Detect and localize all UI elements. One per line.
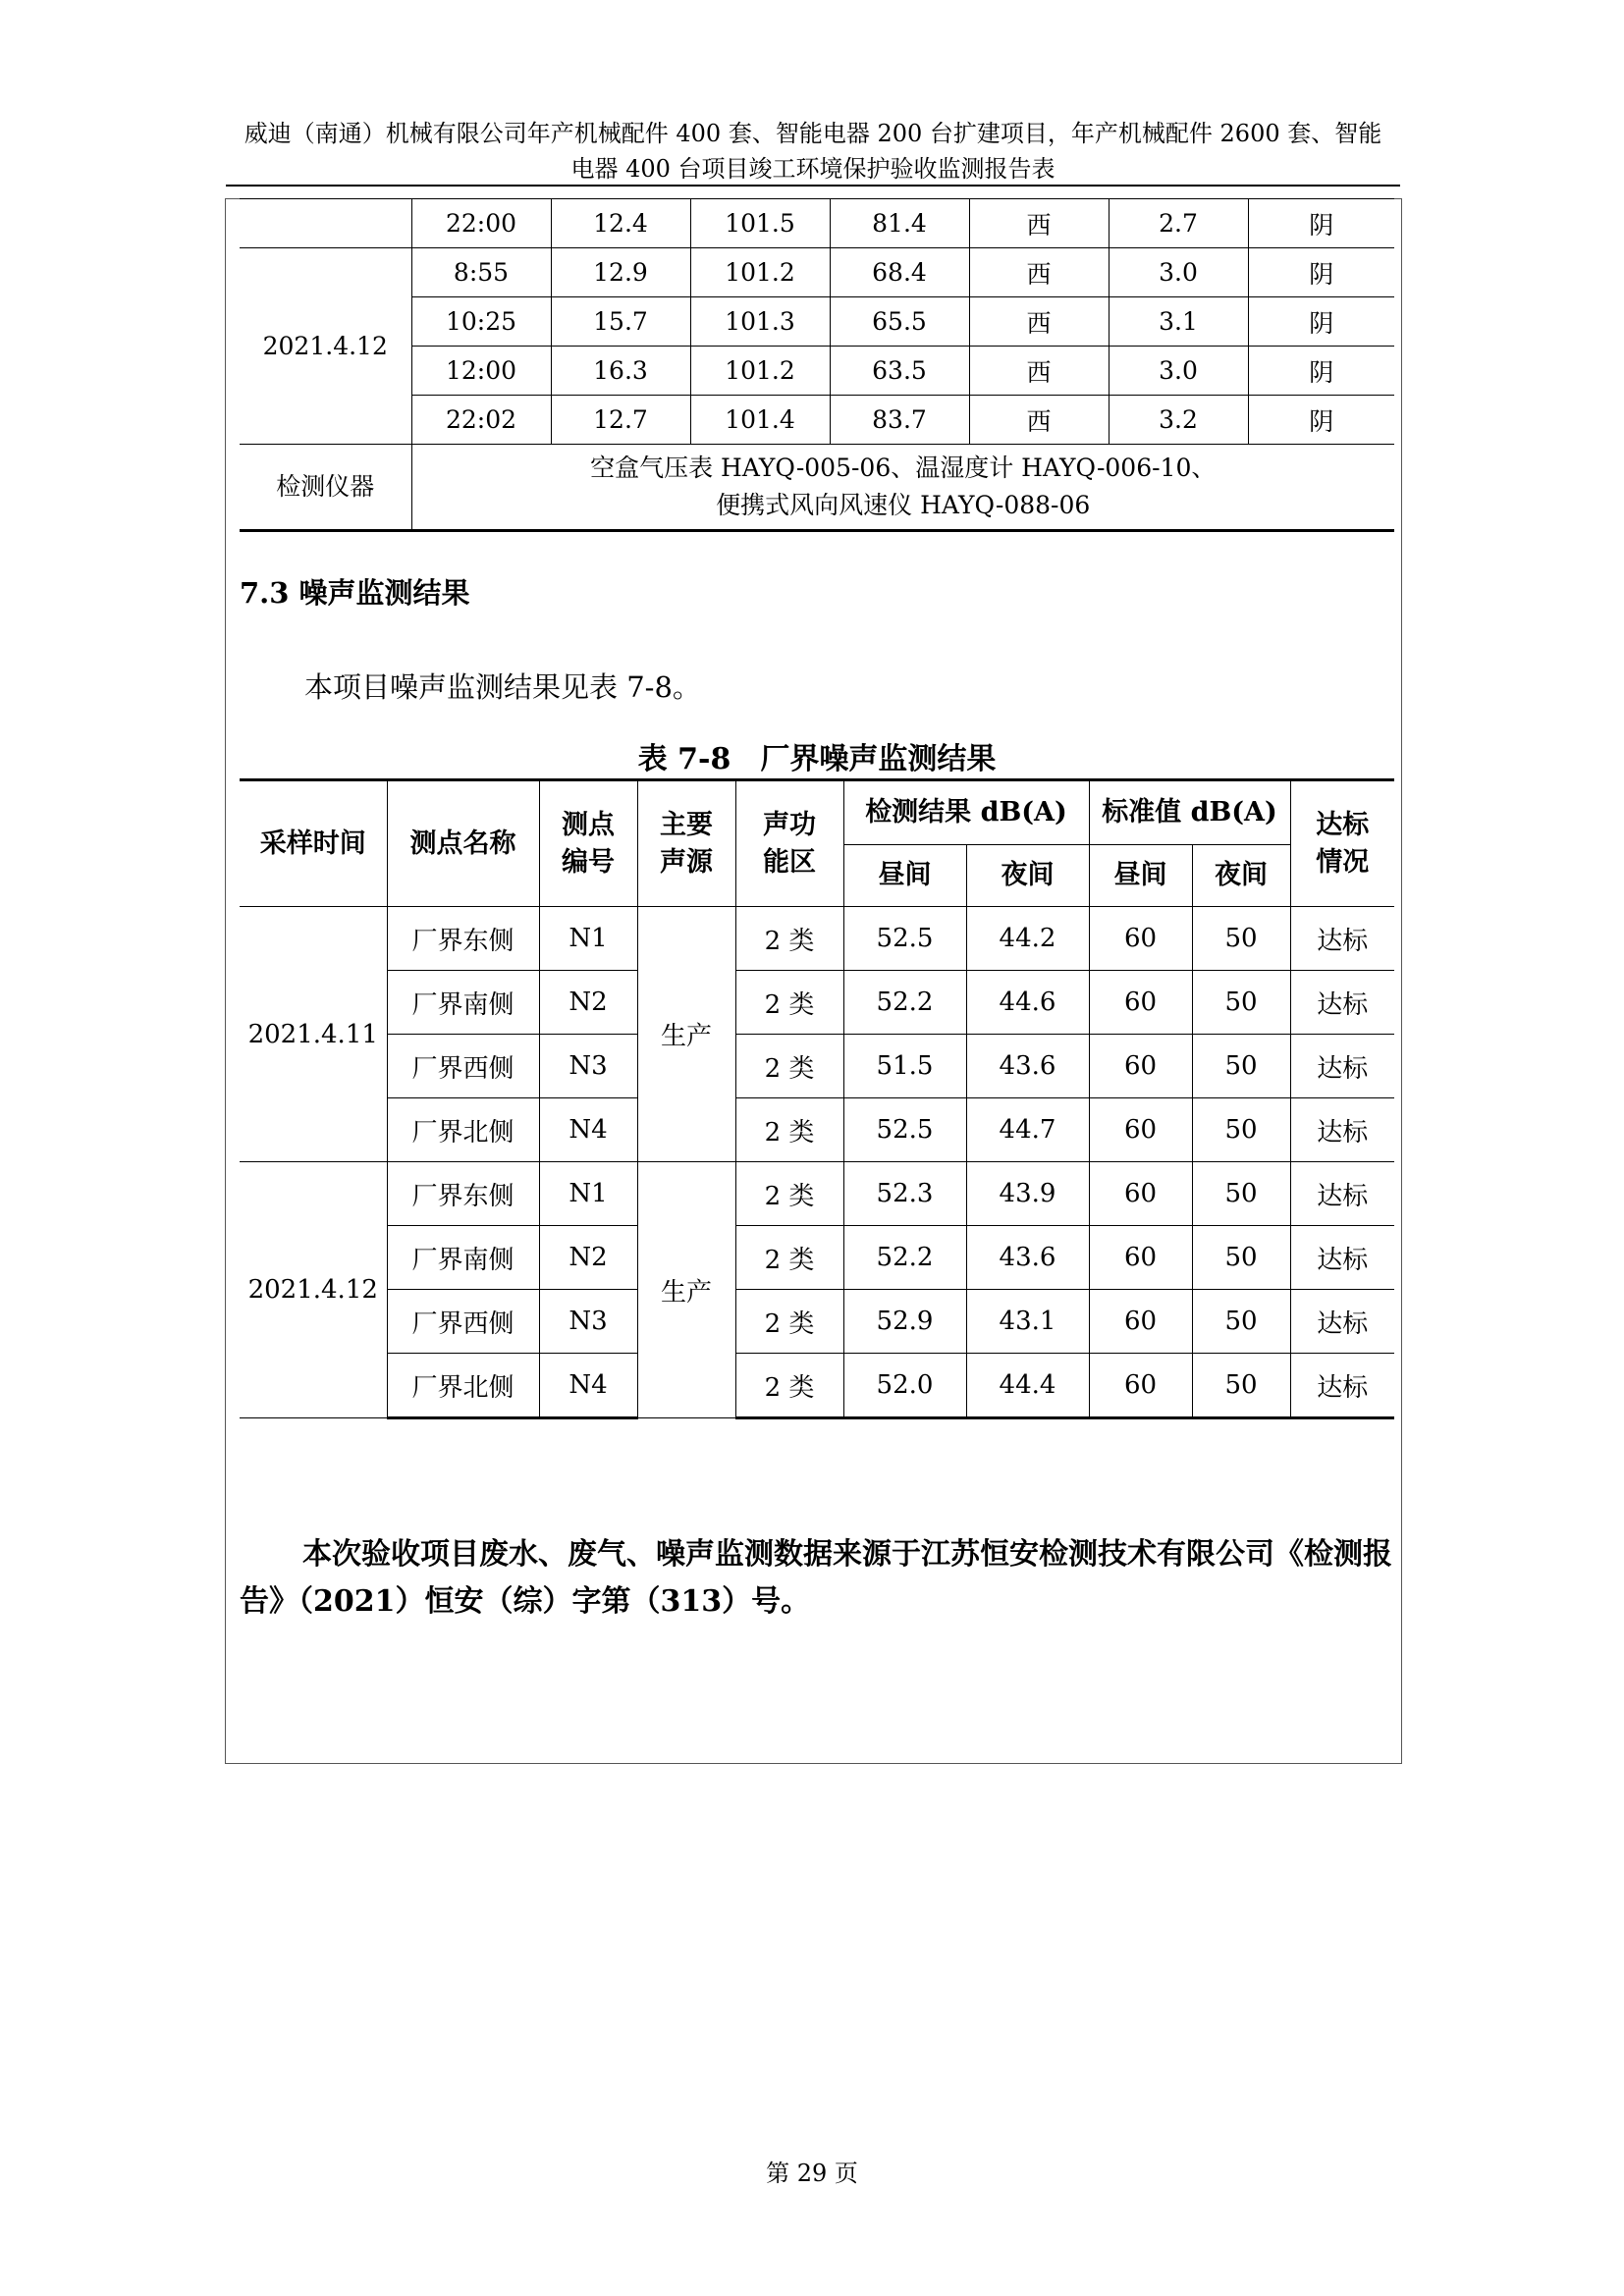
weather-row [240,297,1394,347]
header-zone-line1: 声功 [763,809,816,840]
header-standard: 标准值 dB(A) [1089,780,1290,845]
standard-day: 60 [1089,1354,1192,1418]
weather-humidity: 65.5 [830,297,969,347]
sample-date: 2021.4.11 [240,907,387,1162]
weather-temp: 12.9 [551,248,690,297]
point-name: 厂界北侧 [387,1354,539,1418]
result-day: 52.2 [843,1226,966,1290]
standard-day: 60 [1089,1162,1192,1226]
instrument-label: 检测仪器 [240,445,411,531]
standard-night: 50 [1192,1162,1290,1226]
weather-humidity: 81.4 [830,199,969,248]
weather-pressure: 101.2 [690,248,830,297]
header-standard-day: 昼间 [1089,845,1192,907]
header-compliance-line1: 达标 [1316,809,1370,840]
header-zone [735,780,843,907]
document-header [226,116,1400,187]
weather-row [240,199,1394,248]
header-sample-time: 采样时间 [240,780,387,907]
data-source-note: 本次验收项目废水、废气、噪声监测数据来源于江苏恒安检测技术有限公司《检测报告》（2021）恒安（综）字第（313）号。 [240,1537,1392,1619]
point-no: N1 [539,907,637,971]
header-standard-night: 夜间 [1192,845,1290,907]
weather-weather: 阴 [1248,347,1394,396]
table-row [240,1098,1394,1162]
weather-pressure: 101.3 [690,297,830,347]
header-line-1: 威迪（南通）机械有限公司年产机械配件 400 套、智能电器 200 台扩建项目，年产机械配件 2600 套、智能 [244,120,1382,147]
zone-class: 2 类 [735,1035,843,1098]
weather-wind-speed: 3.1 [1109,297,1248,347]
weather-date-cell-continued [240,199,411,248]
instrument-list [411,445,1394,531]
result-day: 52.3 [843,1162,966,1226]
header-source [637,780,735,907]
header-compliance [1290,780,1394,907]
instrument-row [240,445,1394,531]
header-compliance-line2: 情况 [1316,846,1370,878]
standard-night: 50 [1192,1098,1290,1162]
header-result: 检测结果 dB(A) [843,780,1089,845]
point-name: 厂界南侧 [387,1226,539,1290]
result-night: 43.1 [966,1290,1089,1354]
point-name: 厂界东侧 [387,1162,539,1226]
result-day: 52.5 [843,907,966,971]
compliance-status: 达标 [1290,1290,1394,1354]
noise-table-body [240,907,1394,1418]
header-rule [226,185,1400,187]
table-row [240,1035,1394,1098]
weather-weather: 阴 [1248,248,1394,297]
weather-humidity: 68.4 [830,248,969,297]
result-night: 43.9 [966,1162,1089,1226]
zone-class: 2 类 [735,1098,843,1162]
header-result-day: 昼间 [843,845,966,907]
result-night: 44.6 [966,971,1089,1035]
instrument-line-2: 便携式风向风速仪 HAYQ-088-06 [716,491,1091,519]
standard-day: 60 [1089,907,1192,971]
compliance-status: 达标 [1290,1035,1394,1098]
weather-table-body [240,199,1394,531]
zone-class: 2 类 [735,1226,843,1290]
result-day: 52.2 [843,971,966,1035]
weather-temp: 16.3 [551,347,690,396]
weather-row [240,396,1394,445]
noise-source: 生产 [637,1162,735,1418]
header-source-line2: 声源 [660,846,713,878]
section-intro: 本项目噪声监测结果见表 7-8。 [304,670,701,704]
zone-class: 2 类 [735,971,843,1035]
weather-temp: 12.7 [551,396,690,445]
header-result-night: 夜间 [966,845,1089,907]
result-day: 51.5 [843,1035,966,1098]
zone-class: 2 类 [735,1354,843,1418]
weather-weather: 阴 [1248,396,1394,445]
result-night: 43.6 [966,1035,1089,1098]
header-source-line1: 主要 [660,809,713,840]
standard-night: 50 [1192,1226,1290,1290]
compliance-status: 达标 [1290,1098,1394,1162]
noise-source: 生产 [637,907,735,1162]
compliance-status: 达标 [1290,1226,1394,1290]
weather-wind-speed: 3.2 [1109,396,1248,445]
noise-table-title: 表 7-8 厂界噪声监测结果 [637,742,997,776]
result-night: 43.6 [966,1226,1089,1290]
page-number: 第 29 页 [766,2160,858,2187]
result-night: 44.4 [966,1354,1089,1418]
standard-day: 60 [1089,1035,1192,1098]
point-no: N2 [539,1226,637,1290]
section-title: 7.3 噪声监测结果 [240,576,470,610]
weather-pressure: 101.4 [690,396,830,445]
result-day: 52.5 [843,1098,966,1162]
weather-time: 22:00 [411,199,551,248]
standard-night: 50 [1192,907,1290,971]
compliance-status: 达标 [1290,1354,1394,1418]
header-point-no [539,780,637,907]
point-no: N4 [539,1098,637,1162]
weather-wind-speed: 2.7 [1109,199,1248,248]
weather-humidity: 63.5 [830,347,969,396]
point-no: N3 [539,1035,637,1098]
zone-class: 2 类 [735,907,843,971]
weather-row [240,248,1394,297]
standard-day: 60 [1089,1098,1192,1162]
header-line-2: 电器 400 台项目竣工环境保护验收监测报告表 [570,155,1056,183]
weather-time: 8:55 [411,248,551,297]
table-row [240,1290,1394,1354]
header-point-name: 测点名称 [387,780,539,907]
table-row [240,1162,1394,1226]
weather-time: 12:00 [411,347,551,396]
standard-night: 50 [1192,1035,1290,1098]
compliance-status: 达标 [1290,907,1394,971]
result-day: 52.9 [843,1290,966,1354]
point-no: N2 [539,971,637,1035]
compliance-status: 达标 [1290,1162,1394,1226]
weather-weather: 阴 [1248,199,1394,248]
header-zone-line2: 能区 [763,846,816,878]
weather-time: 22:02 [411,396,551,445]
header-point-no-line2: 编号 [562,846,615,878]
weather-row [240,347,1394,396]
weather-temp: 12.4 [551,199,690,248]
weather-time: 10:25 [411,297,551,347]
weather-temp: 15.7 [551,297,690,347]
weather-pressure: 101.5 [690,199,830,248]
point-name: 厂界西侧 [387,1290,539,1354]
weather-wind-speed: 3.0 [1109,347,1248,396]
standard-day: 60 [1089,971,1192,1035]
standard-day: 60 [1089,1290,1192,1354]
result-night: 44.7 [966,1098,1089,1162]
weather-wind-dir: 西 [969,396,1109,445]
standard-night: 50 [1192,1290,1290,1354]
zone-class: 2 类 [735,1162,843,1226]
weather-wind-dir: 西 [969,248,1109,297]
weather-weather: 阴 [1248,297,1394,347]
point-name: 厂界北侧 [387,1098,539,1162]
weather-pressure: 101.2 [690,347,830,396]
compliance-status: 达标 [1290,971,1394,1035]
point-no: N3 [539,1290,637,1354]
point-name: 厂界南侧 [387,971,539,1035]
weather-wind-dir: 西 [969,347,1109,396]
instrument-line-1: 空盒气压表 HAYQ-005-06、温湿度计 HAYQ-006-10、 [590,454,1217,482]
standard-night: 50 [1192,1354,1290,1418]
weather-humidity: 83.7 [830,396,969,445]
noise-results-table [240,778,1394,1419]
weather-wind-dir: 西 [969,297,1109,347]
weather-wind-speed: 3.0 [1109,248,1248,297]
point-no: N1 [539,1162,637,1226]
weather-date: 2021.4.12 [240,248,411,445]
point-no: N4 [539,1354,637,1418]
result-day: 52.0 [843,1354,966,1418]
table-row [240,971,1394,1035]
table-row [240,1354,1394,1418]
standard-day: 60 [1089,1226,1192,1290]
result-night: 44.2 [966,907,1089,971]
table-row [240,1226,1394,1290]
point-name: 厂界东侧 [387,907,539,971]
header-point-no-line1: 测点 [562,809,615,840]
standard-night: 50 [1192,971,1290,1035]
sample-date: 2021.4.12 [240,1162,387,1418]
weather-conditions-table [240,198,1394,532]
zone-class: 2 类 [735,1290,843,1354]
point-name: 厂界西侧 [387,1035,539,1098]
table-row [240,907,1394,971]
weather-wind-dir: 西 [969,199,1109,248]
